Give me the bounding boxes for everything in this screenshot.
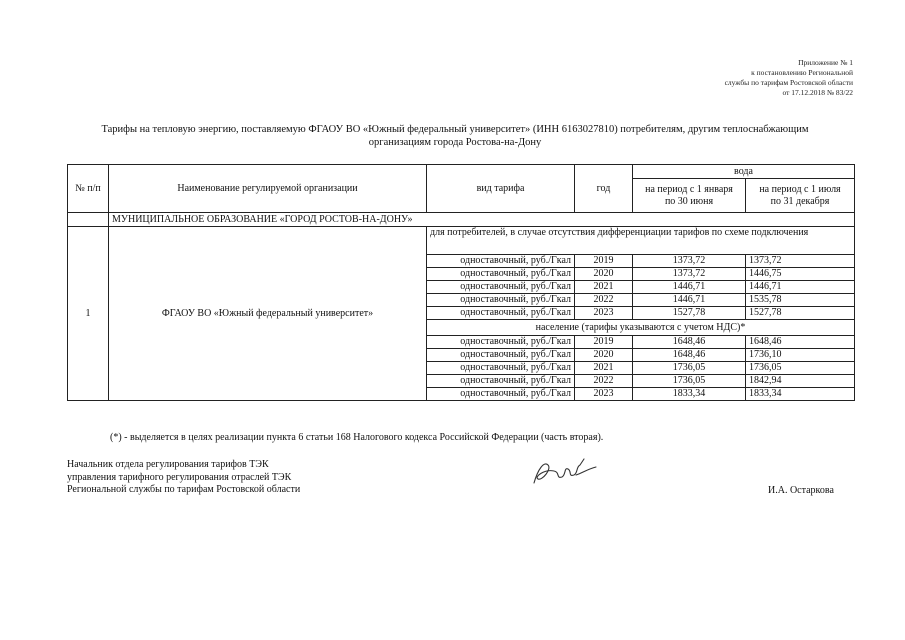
section-label: для потребителей, в случае отсутствия дифференциации тарифов по схеме подключения [427, 227, 855, 255]
period-1-value: 1648,46 [633, 336, 746, 349]
tariff-type-cell: одноставочный, руб./Гкал [427, 362, 575, 375]
municipality-label: МУНИЦИПАЛЬНОЕ ОБРАЗОВАНИЕ «ГОРОД РОСТОВ-НА-ДОНУ» [109, 213, 855, 227]
period-1-value: 1373,72 [633, 255, 746, 268]
year-cell: 2021 [575, 281, 633, 294]
header-num: № п/п [68, 165, 109, 213]
year-cell: 2023 [575, 307, 633, 320]
period-1-value: 1373,72 [633, 268, 746, 281]
municipality-row [68, 213, 855, 227]
year-cell: 2022 [575, 294, 633, 307]
signer-line: управления тарифного регулирования отраслей ТЭК [67, 471, 292, 483]
tariff-type-cell: одноставочный, руб./Гкал [427, 255, 575, 268]
year-cell: 2019 [575, 336, 633, 349]
appendix-note [725, 58, 853, 98]
signer-block [67, 459, 300, 497]
period-2-value: 1842,94 [746, 375, 855, 388]
tariff-type-cell: одноставочный, руб./Гкал [427, 307, 575, 320]
tariff-type-cell: одноставочный, руб./Гкал [427, 336, 575, 349]
header-year: год [575, 165, 633, 213]
row-number: 1 [68, 227, 109, 401]
period-2-value: 1446,75 [746, 268, 855, 281]
header-row [68, 165, 855, 179]
tariff-type-cell: одноставочный, руб./Гкал [427, 281, 575, 294]
period-2-value: 1535,78 [746, 294, 855, 307]
year-cell: 2019 [575, 255, 633, 268]
header-period-1-line2: по 30 июня [664, 195, 714, 207]
period-2-value: 1648,46 [746, 336, 855, 349]
header-period-1 [633, 179, 746, 213]
period-2-value: 1736,05 [746, 362, 855, 375]
tariff-type-cell: одноставочный, руб./Гкал [427, 375, 575, 388]
title-line: Тарифы на тепловую энергию, поставляемую ФГАОУ ВО «Южный федеральный университет» (ИНН 6163027810) потребителям, другим теплоснабжающим [101, 124, 809, 135]
header-group-water: вода [633, 165, 855, 179]
period-1-value: 1736,05 [633, 375, 746, 388]
signer-line: Начальник отдела регулирования тарифов ТЭК [67, 459, 269, 470]
signer-name: И.А. Остаркова [768, 485, 834, 496]
header-period-1-line1: на период с 1 января [645, 183, 733, 195]
year-cell: 2021 [575, 362, 633, 375]
appendix-line: Приложение № 1 [798, 58, 853, 67]
period-2-value: 1736,10 [746, 349, 855, 362]
header-period-2-line1: на период с 1 июля [759, 183, 841, 195]
appendix-line: к постановлению Региональной [751, 68, 853, 77]
tariff-type-cell: одноставочный, руб./Гкал [427, 388, 575, 401]
period-1-value: 1833,34 [633, 388, 746, 401]
section-row [68, 227, 855, 255]
year-cell: 2020 [575, 349, 633, 362]
header-tariff-type: вид тарифа [427, 165, 575, 213]
section-label: население (тарифы указываются с учетом НДС)* [427, 320, 855, 336]
year-cell: 2020 [575, 268, 633, 281]
handwritten-signature [530, 455, 600, 496]
appendix-line: от 17.12.2018 № 83/22 [782, 88, 853, 97]
year-cell: 2023 [575, 388, 633, 401]
signer-line: Региональной службы по тарифам Ростовской области [67, 484, 301, 495]
footnote: (*) - выделяется в целях реализации пункта 6 статьи 168 Налогового кодекса Российской Федерации (часть вторая). [110, 432, 604, 443]
document-title [60, 123, 850, 149]
period-1-value: 1446,71 [633, 281, 746, 294]
title-line: организациям города Ростова-на-Дону [368, 137, 542, 148]
period-1-value: 1527,78 [633, 307, 746, 320]
period-1-value: 1648,46 [633, 349, 746, 362]
period-2-value: 1446,71 [746, 281, 855, 294]
header-organization: Наименование регулируемой организации [109, 165, 427, 213]
municipality-num-cell [68, 213, 109, 227]
period-2-value: 1527,78 [746, 307, 855, 320]
tariff-type-cell: одноставочный, руб./Гкал [427, 294, 575, 307]
appendix-line: службы по тарифам Ростовской области [724, 78, 853, 87]
period-2-value: 1373,72 [746, 255, 855, 268]
tariff-table [67, 164, 855, 401]
tariff-type-cell: одноставочный, руб./Гкал [427, 349, 575, 362]
period-1-value: 1736,05 [633, 362, 746, 375]
year-cell: 2022 [575, 375, 633, 388]
period-2-value: 1833,34 [746, 388, 855, 401]
organization-name: ФГАОУ ВО «Южный федеральный университет» [109, 227, 427, 401]
header-period-2 [746, 179, 855, 213]
period-1-value: 1446,71 [633, 294, 746, 307]
tariff-type-cell: одноставочный, руб./Гкал [427, 268, 575, 281]
header-period-2-line2: по 31 декабря [770, 195, 830, 207]
